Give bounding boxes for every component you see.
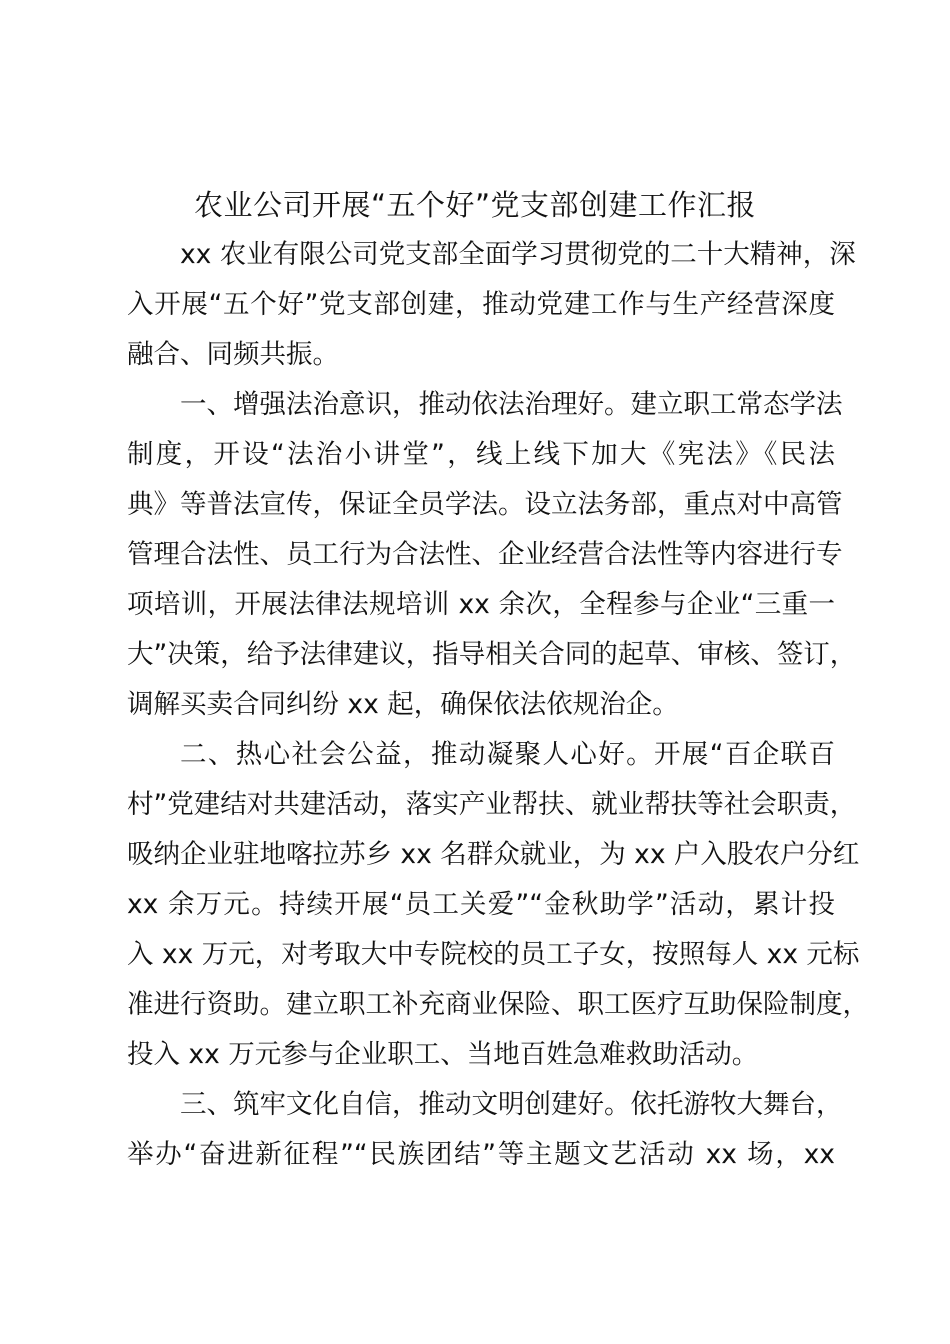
paragraph-intro-line-3: 融合、同频共振。 [127, 339, 339, 370]
paragraph-3-line-1: 三、筑牢文化自信，推动文明创建好。依托游牧大舞台， [180, 1089, 843, 1120]
paragraph-2-line-4: xx 余万元。持续开展“员工关爱”“金秋助学”活动，累计投 [127, 889, 835, 920]
paragraph-1-line-3: 典》等普法宣传，保证全员学法。设立法务部，重点对中高管 [127, 489, 843, 520]
paragraph-3-line-2: 举办“奋进新征程”“民族团结”等主题文艺活动 xx 场，xx [127, 1139, 835, 1170]
paragraph-intro-line-2: 入开展“五个好”党支部创建，推动党建工作与生产经营深度 [127, 289, 835, 320]
paragraph-2-line-3: 吸纳企业驻地喀拉苏乡 xx 名群众就业，为 xx 户入股农户分红 [127, 839, 860, 870]
paragraph-1-line-6: 大”决策，给予法律建议，指导相关合同的起草、审核、签订， [127, 639, 857, 670]
paragraph-1-line-4: 管理合法性、员工行为合法性、企业经营合法性等内容进行专 [127, 539, 843, 570]
paragraph-1-line-2: 制度，开设“法治小讲堂”，线上线下加大《宪法》《民法 [127, 439, 835, 470]
paragraph-2-line-7: 投入 xx 万元参与企业职工、当地百姓急难救助活动。 [127, 1039, 759, 1070]
paragraph-2-line-5: 入 xx 万元，对考取大中专院校的员工子女，按照每人 xx 元标 [127, 939, 860, 970]
paragraph-2-line-1: 二、热心社会公益，推动凝聚人心好。开展“百企联百 [180, 739, 835, 770]
paragraph-1-line-7: 调解买卖合同纠纷 xx 起，确保依法依规治企。 [127, 689, 679, 720]
paragraph-intro-line-1: xx 农业有限公司党支部全面学习贯彻党的二十大精神，深 [180, 239, 856, 270]
paragraph-2-line-6: 准进行资助。建立职工补充商业保险、职工医疗互助保险制度， [127, 989, 869, 1020]
paragraph-1-line-1: 一、增强法治意识，推动依法治理好。建立职工常态学法 [180, 389, 843, 420]
paragraph-2-line-2: 村”党建结对共建活动，落实产业帮扶、就业帮扶等社会职责， [127, 789, 857, 820]
document-title: 农业公司开展“五个好”党支部创建工作汇报 [193, 188, 757, 222]
document-body [127, 234, 869, 1184]
paragraph-1-line-5: 项培训，开展法律法规培训 xx 余次，全程参与企业“三重一 [127, 589, 835, 620]
